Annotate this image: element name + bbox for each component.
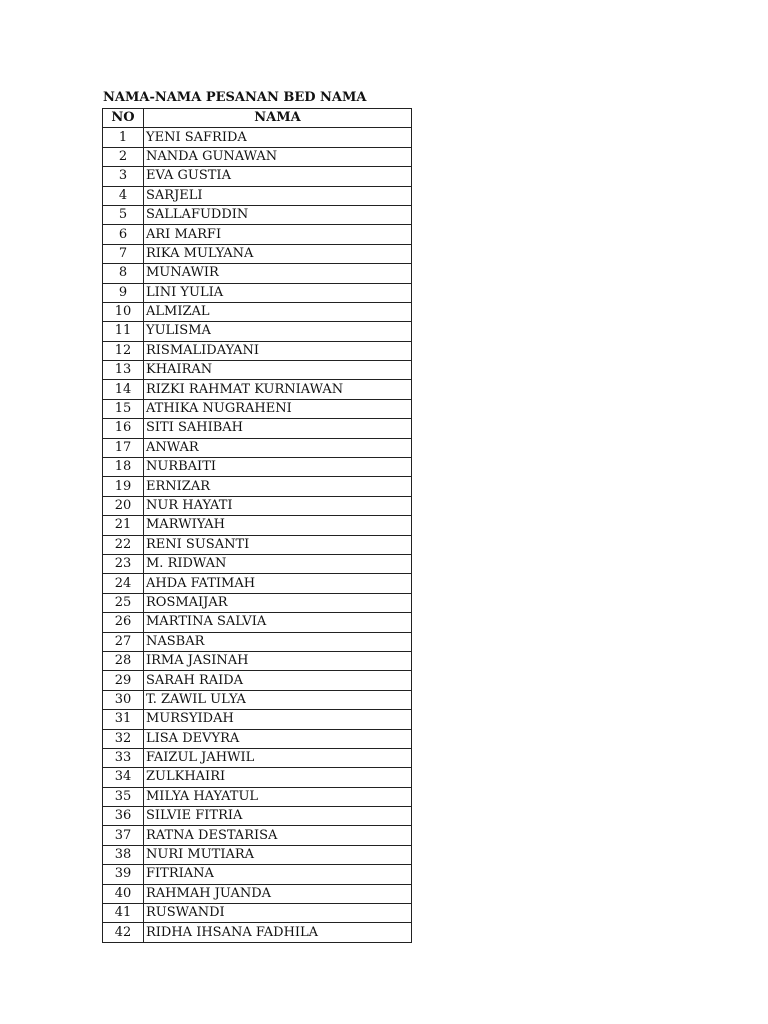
row-number: 34 [103, 768, 144, 787]
row-number: 35 [103, 787, 144, 806]
row-number: 13 [103, 361, 144, 380]
row-name: MARTINA SALVIA [144, 613, 412, 632]
table-row [103, 787, 412, 806]
table-row [103, 593, 412, 612]
row-number: 30 [103, 690, 144, 709]
row-name: NURBAITI [144, 458, 412, 477]
row-number: 31 [103, 710, 144, 729]
row-name: LISA DEVYRA [144, 729, 412, 748]
row-name: MILYA HAYATUL [144, 787, 412, 806]
row-number: 6 [103, 225, 144, 244]
table-row [103, 167, 412, 186]
row-number: 38 [103, 845, 144, 864]
table-row [103, 613, 412, 632]
table-header-row [103, 109, 412, 128]
row-name: SALLAFUDDIN [144, 205, 412, 224]
table-row [103, 807, 412, 826]
row-name: ANWAR [144, 438, 412, 457]
row-number: 23 [103, 554, 144, 573]
row-name: KHAIRAN [144, 361, 412, 380]
row-name: IRMA JASINAH [144, 651, 412, 670]
table-row [103, 516, 412, 535]
row-number: 33 [103, 748, 144, 767]
table-row [103, 225, 412, 244]
table-row [103, 632, 412, 651]
table-row [103, 283, 412, 302]
row-name: RIKA MULYANA [144, 244, 412, 263]
table-body [103, 128, 412, 942]
table-row [103, 923, 412, 942]
row-name: ZULKHAIRI [144, 768, 412, 787]
row-number: 24 [103, 574, 144, 593]
row-name: SARAH RAIDA [144, 671, 412, 690]
table-row [103, 710, 412, 729]
row-name: SITI SAHIBAH [144, 419, 412, 438]
row-number: 32 [103, 729, 144, 748]
row-name: M. RIDWAN [144, 554, 412, 573]
table-row [103, 535, 412, 554]
table-row [103, 128, 412, 147]
table-row [103, 904, 412, 923]
row-name: RISMALIDAYANI [144, 341, 412, 360]
table-row [103, 419, 412, 438]
row-name: MARWIYAH [144, 516, 412, 535]
table-row [103, 826, 412, 845]
document-title: NAMA-NAMA PESANAN BED NAMA [103, 90, 367, 105]
row-name: RUSWANDI [144, 904, 412, 923]
names-table [102, 108, 412, 943]
row-number: 25 [103, 593, 144, 612]
row-name: LINI YULIA [144, 283, 412, 302]
table-row [103, 690, 412, 709]
row-number: 12 [103, 341, 144, 360]
table-row [103, 496, 412, 515]
row-number: 3 [103, 167, 144, 186]
row-name: MUNAWIR [144, 264, 412, 283]
row-name: RATNA DESTARISA [144, 826, 412, 845]
row-number: 2 [103, 147, 144, 166]
row-number: 8 [103, 264, 144, 283]
row-name: RIDHA IHSANA FADHILA [144, 923, 412, 942]
table-row [103, 361, 412, 380]
table-row [103, 205, 412, 224]
table-row [103, 768, 412, 787]
row-name: NUR HAYATI [144, 496, 412, 515]
row-name: YULISMA [144, 322, 412, 341]
row-number: 16 [103, 419, 144, 438]
row-name: EVA GUSTIA [144, 167, 412, 186]
table-row [103, 341, 412, 360]
row-name: NANDA GUNAWAN [144, 147, 412, 166]
table-row [103, 302, 412, 321]
row-name: SARJELI [144, 186, 412, 205]
row-number: 29 [103, 671, 144, 690]
table-row [103, 845, 412, 864]
row-number: 36 [103, 807, 144, 826]
row-name: YENI SAFRIDA [144, 128, 412, 147]
table-row [103, 671, 412, 690]
table-row [103, 380, 412, 399]
row-number: 9 [103, 283, 144, 302]
table-row [103, 477, 412, 496]
row-number: 37 [103, 826, 144, 845]
table-row [103, 884, 412, 903]
row-number: 41 [103, 904, 144, 923]
row-number: 15 [103, 399, 144, 418]
row-number: 28 [103, 651, 144, 670]
row-number: 20 [103, 496, 144, 515]
row-number: 11 [103, 322, 144, 341]
table-row [103, 147, 412, 166]
header-name: NAMA [144, 109, 412, 128]
row-name: ATHIKA NUGRAHENI [144, 399, 412, 418]
table-row [103, 651, 412, 670]
row-number: 10 [103, 302, 144, 321]
table-row [103, 554, 412, 573]
row-number: 1 [103, 128, 144, 147]
row-number: 14 [103, 380, 144, 399]
table-row [103, 186, 412, 205]
row-number: 18 [103, 458, 144, 477]
row-number: 21 [103, 516, 144, 535]
row-number: 17 [103, 438, 144, 457]
table-row [103, 438, 412, 457]
row-name: NASBAR [144, 632, 412, 651]
row-name: SILVIE FITRIA [144, 807, 412, 826]
table-row [103, 399, 412, 418]
row-name: AHDA FATIMAH [144, 574, 412, 593]
row-name: FAIZUL JAHWIL [144, 748, 412, 767]
row-number: 42 [103, 923, 144, 942]
table-row [103, 264, 412, 283]
row-number: 40 [103, 884, 144, 903]
row-number: 39 [103, 865, 144, 884]
row-name: FITRIANA [144, 865, 412, 884]
row-name: ERNIZAR [144, 477, 412, 496]
table-row [103, 244, 412, 263]
row-name: T. ZAWIL ULYA [144, 690, 412, 709]
row-number: 26 [103, 613, 144, 632]
table-row [103, 748, 412, 767]
row-name: ALMIZAL [144, 302, 412, 321]
row-number: 27 [103, 632, 144, 651]
row-name: NURI MUTIARA [144, 845, 412, 864]
row-name: MURSYIDAH [144, 710, 412, 729]
row-number: 19 [103, 477, 144, 496]
row-name: RAHMAH JUANDA [144, 884, 412, 903]
row-name: RIZKI RAHMAT KURNIAWAN [144, 380, 412, 399]
table-row [103, 458, 412, 477]
row-number: 7 [103, 244, 144, 263]
table-row [103, 574, 412, 593]
table-row [103, 865, 412, 884]
row-number: 22 [103, 535, 144, 554]
row-name: ROSMAIJAR [144, 593, 412, 612]
row-number: 4 [103, 186, 144, 205]
row-number: 5 [103, 205, 144, 224]
table-row [103, 322, 412, 341]
row-name: ARI MARFI [144, 225, 412, 244]
header-no: NO [103, 109, 144, 128]
table-row [103, 729, 412, 748]
row-name: RENI SUSANTI [144, 535, 412, 554]
